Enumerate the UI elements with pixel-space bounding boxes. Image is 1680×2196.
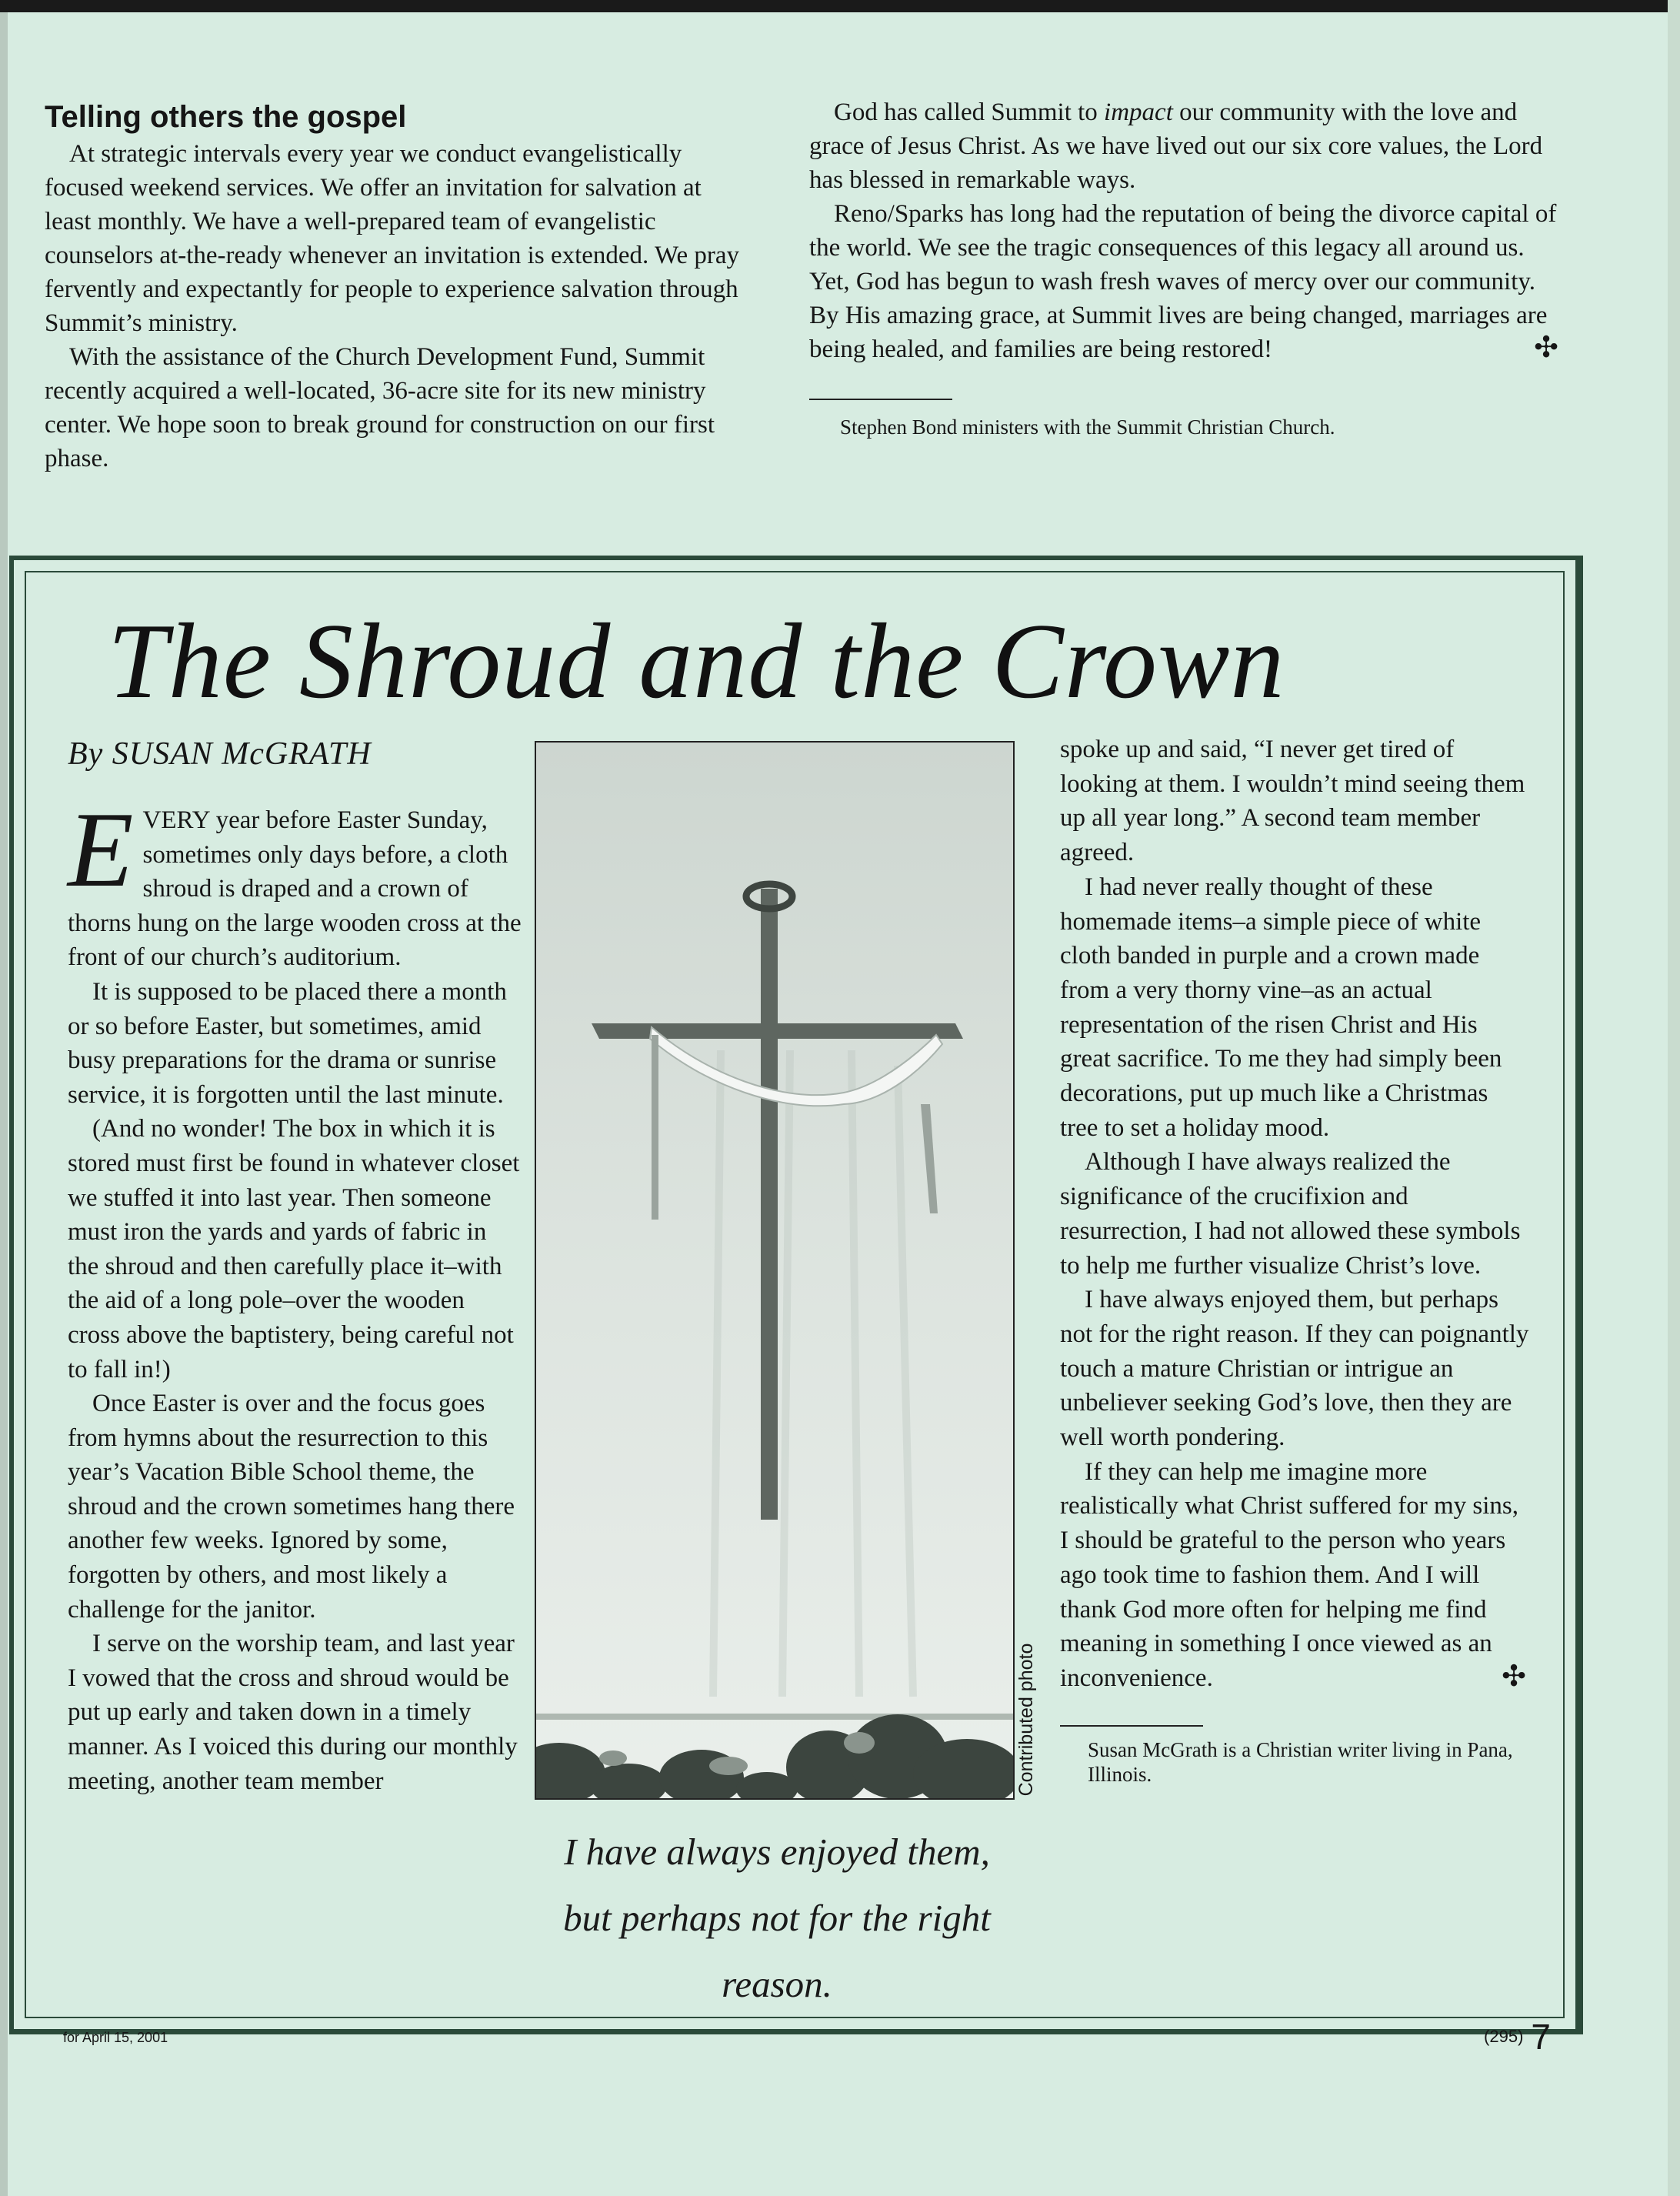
feature-paragraph-9: I have always enjoyed them, but perhaps not for the right reason. If they can poignantly touch a mature Christian or intrigue an unbeliever seeking God’s love, then they are well worth pondering. xyxy=(1060,1286,1529,1452)
section-heading: Telling others the gospel xyxy=(45,100,407,134)
feature-title: The Shroud and the Crown xyxy=(108,602,1285,721)
byline: By SUSAN McGRATH xyxy=(68,736,372,772)
feature-paragraph-8: Although I have always realized the significance of the crucifixion and resurrection, I had not allowed these symbols to help me further visualize Christ’s love. xyxy=(1060,1148,1521,1280)
emphasis: impact xyxy=(1104,98,1173,126)
page-number: 7 xyxy=(1531,2017,1551,2057)
top-left-paragraph-2: With the assistance of the Church Development Fund, Summit recently acquired a well-located, 36-acre site for its new ministry center. We hope soon to break ground for construction on our first phase. xyxy=(45,343,715,472)
top-left-paragraph-1: At strategic intervals every year we conduct evangelistically focused weekend services. We offer an invitation for salvation at least monthly. We have a well-prepared team of evangelistic counselors at-the-ready whenever an invitation is extended. We pray fervently and expectantly for people to experience salvation through Summit’s ministry. xyxy=(45,140,739,337)
text-run: Reno/Sparks has long had the reputation of being the divorce capital of the world. We see the tragic consequences of this legacy all around us. Yet, God has begun to wash fresh waves of mercy over our community. By His amazing grace, at Summit lives are being changed, marriages are being healed, and families are being restored! xyxy=(809,200,1557,363)
page-left-edge xyxy=(0,0,8,2196)
author-rule xyxy=(809,399,952,400)
end-mark-icon: ✣ xyxy=(1534,332,1558,364)
text-run: VERY year before Easter Sunday, sometimes only days before, a cloth shroud is draped and a crown of thorns hung on the large wooden cross at the front of our church’s auditorium. xyxy=(68,806,522,972)
feature-paragraph-4: Once Easter is over and the focus goes from hymns about the resurrection to this year’s Vacation Bible School theme, the shroud and the crown sometimes hang there another few weeks. Ignored by some, forgotten by others, and most likely a challenge for the janitor. xyxy=(68,1390,515,1624)
drop-cap: E xyxy=(68,790,134,909)
pull-quote: I have always enjoyed them, but perhaps not for the right reason. xyxy=(563,1831,991,2005)
top-article-left-column xyxy=(45,98,752,476)
feature-paragraph-1 xyxy=(68,790,522,975)
text-run: God has called Summit to xyxy=(834,98,1105,126)
top-right-paragraph-2 xyxy=(809,197,1563,366)
footer-date: for April 15, 2001 xyxy=(63,2030,168,2045)
photo-credit: Contributed photo xyxy=(1015,1643,1037,1797)
end-mark-icon: ✣ xyxy=(1502,1660,1526,1693)
scan-top-edge xyxy=(0,0,1680,12)
feature-paragraph-3: (And no wonder! The box in which it is stored must first be found in whatever closet we stuffed it into last year. Then someone must iron the yards and yards of fabric in the shroud and then carefully place it–with the aid of a long pole–over the wooden cross above the baptistery, being careful not to fall in!) xyxy=(68,1115,520,1383)
text-run: If they can help me imagine more realistically what Christ suffered for my sins, I should be grateful to the person who years ago took time to fashion them. And I will thank God more often for helping me find meaning in something I once viewed as an inconvenience. xyxy=(1060,1457,1519,1692)
author-rule xyxy=(1060,1725,1203,1727)
feature-paragraph-5: I serve on the worship team, and last year I vowed that the cross and shroud would be put up early and taken down in a timely manner. As I voiced this during our monthly meeting, another team member xyxy=(68,1630,518,1795)
feature-column-1 xyxy=(68,790,522,1798)
feature-paragraph-10 xyxy=(1060,1455,1531,1696)
feature-paragraph-2: It is supposed to be placed there a month or so before Easter, but sometimes, amid busy preparations for the drama or sunrise service, it is forgotten until the last minute. xyxy=(68,977,507,1109)
cross-illustration xyxy=(536,743,1013,1798)
feature-paragraph-7: I had never really thought of these homemade items–a simple piece of white cloth banded in purple and a crown made from a very thorny vine–as an actual representation of the risen Christ and His great sacrifice. To me they had simply been decorations, put up much like a Christmas tree to set a holiday mood. xyxy=(1060,873,1502,1142)
author-note: Stephen Bond ministers with the Summit Christian Church. xyxy=(840,416,1335,439)
text-run: our community with the love and grace of Jesus Christ. As we have lived out our six core values, the Lord has blessed in remarkable ways. xyxy=(809,98,1543,194)
cross-photo xyxy=(535,741,1015,1800)
top-right-paragraph-1 xyxy=(809,95,1563,197)
feature-paragraph-6: spoke up and said, “I never get tired of looking at them. I wouldn’t mind seeing them up all year long.” A second team member agreed. xyxy=(1060,736,1525,867)
top-article-right-column xyxy=(809,95,1563,440)
issue-page-number: (295) xyxy=(1484,2027,1524,2046)
author-note: Susan McGrath is a Christian writer living in Pana, Illinois. xyxy=(1088,1737,1513,1786)
footer-page xyxy=(1484,2016,1551,2057)
page-right-edge xyxy=(1668,0,1680,2196)
feature-column-3 xyxy=(1060,733,1531,1787)
